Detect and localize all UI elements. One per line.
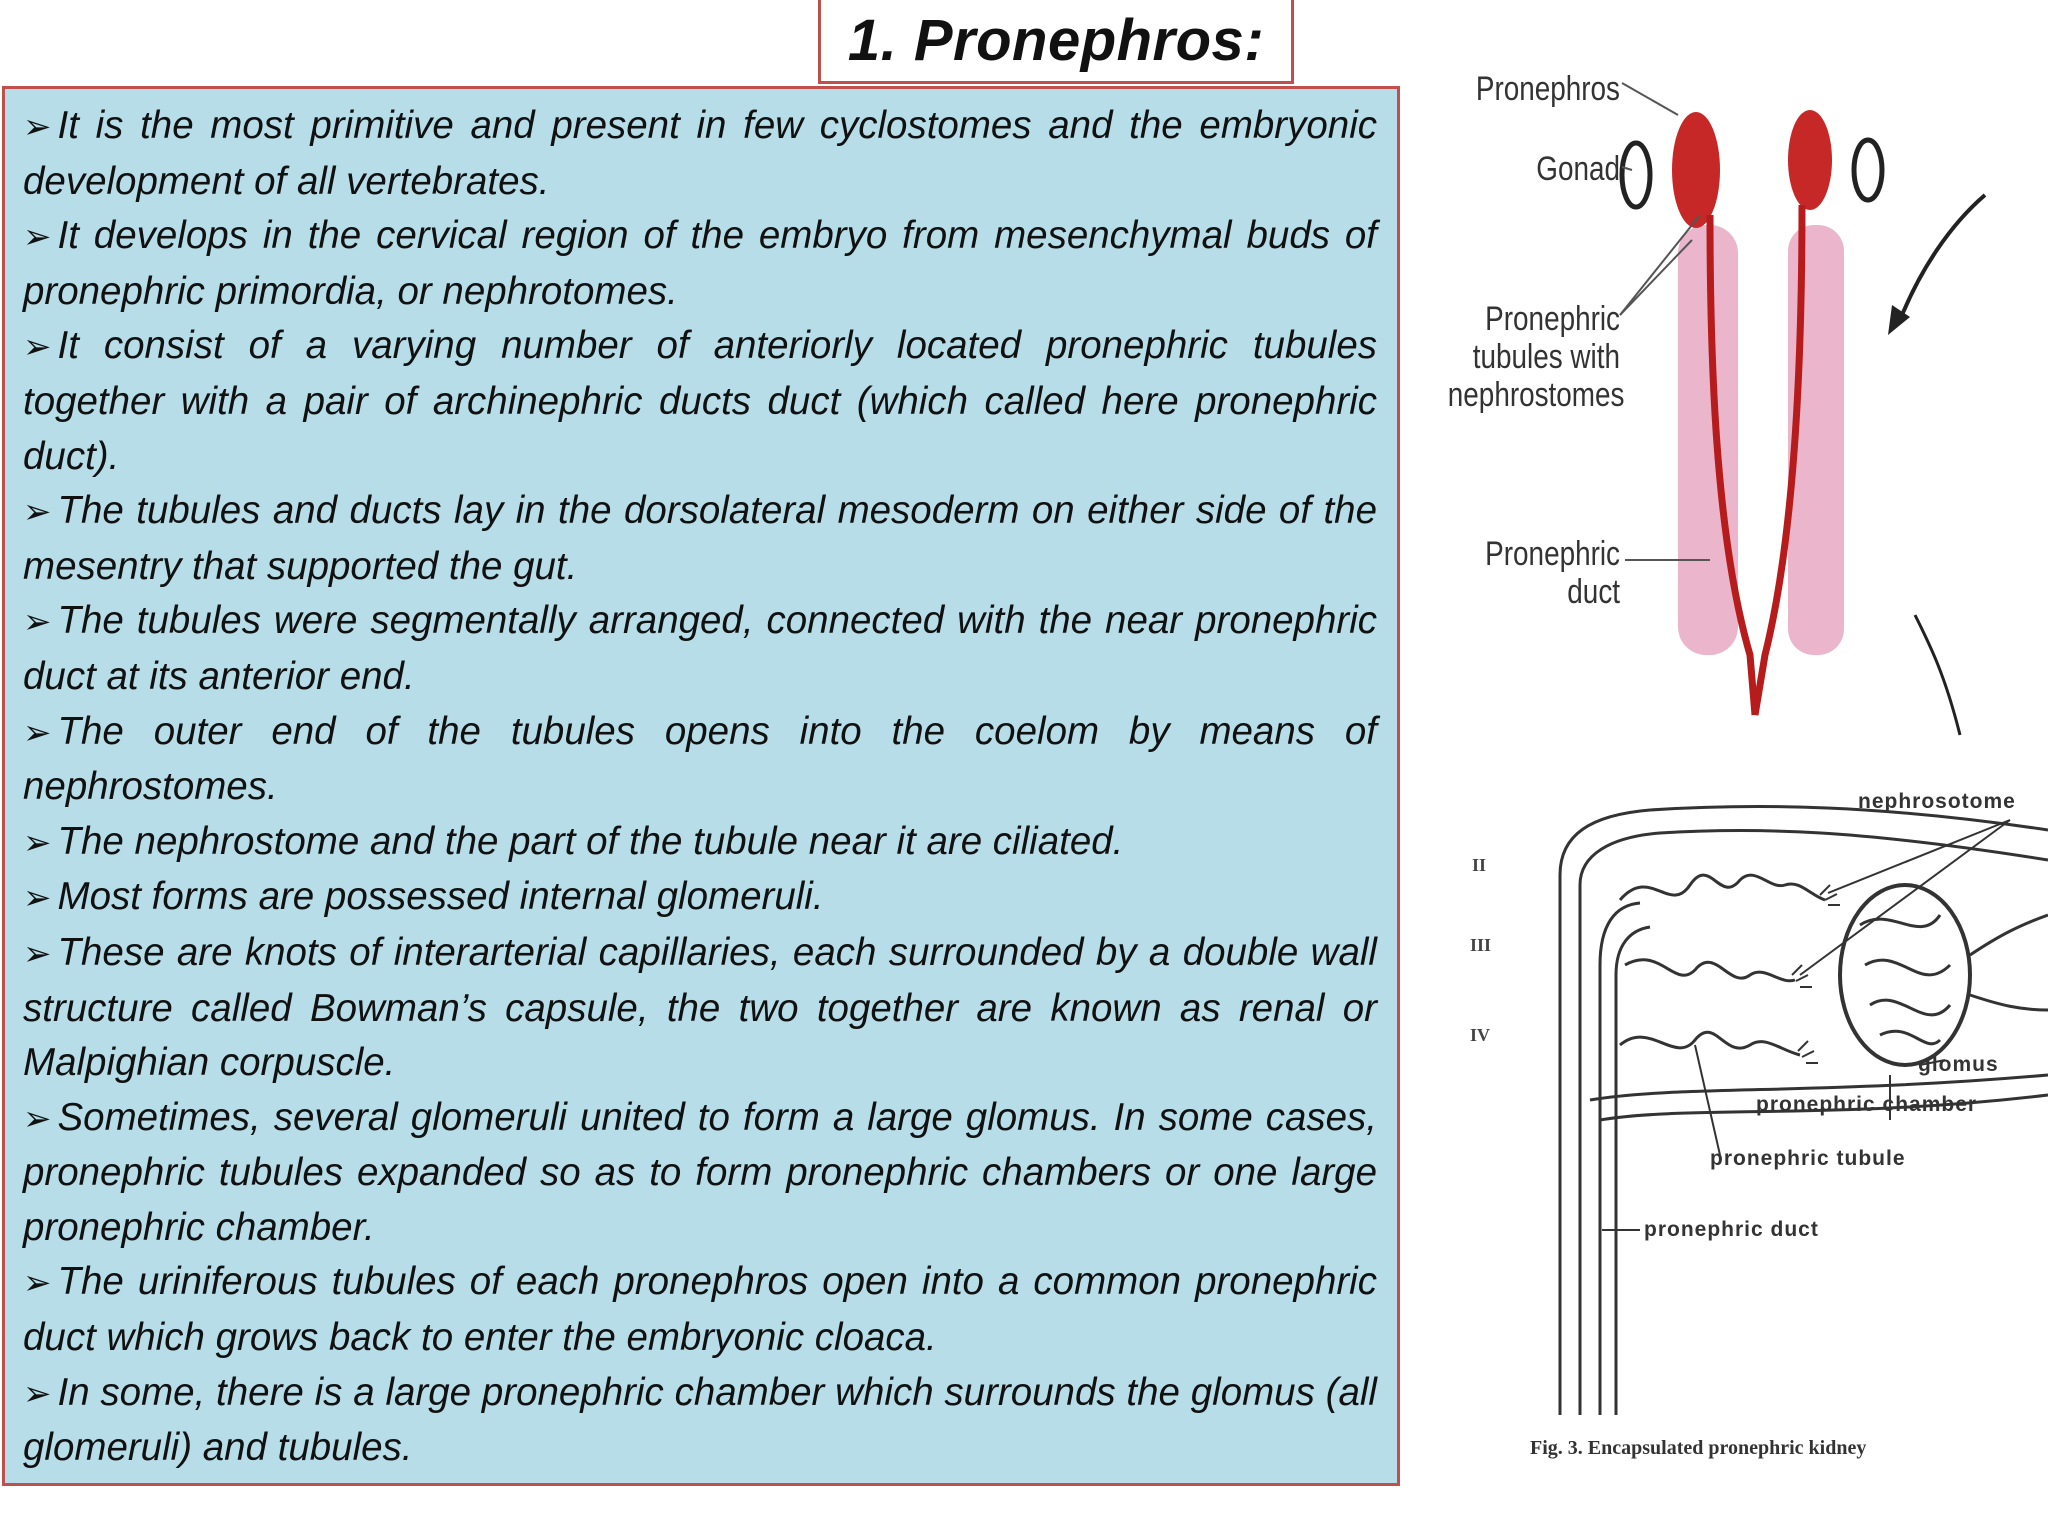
- segment-label: II: [1472, 855, 1487, 875]
- right-gonad: [1854, 140, 1882, 200]
- encapsulated-kidney-figure: [1420, 775, 2048, 1475]
- label-tubules-3: nephrostomes: [1447, 376, 1625, 414]
- bullet-arrow-icon: ➢: [23, 823, 52, 862]
- label-gonad: Gonad: [1536, 150, 1620, 188]
- bullet-item: ➢ Most forms are possessed internal glomeruli.: [23, 875, 824, 919]
- bullet-arrow-icon: ➢: [23, 1374, 52, 1413]
- label-tubules-2: tubules with: [1472, 338, 1620, 376]
- bullet-arrow-icon: ➢: [23, 493, 52, 532]
- segment-label: IV: [1470, 1025, 1491, 1045]
- label-nephrostome: nephrosotome: [1858, 790, 2016, 813]
- bullet-arrow-icon: ➢: [23, 603, 52, 642]
- bullet-item: ➢ It is the most primitive and present in few cyclostomes and the embryonic development of all vertebrates.: [23, 104, 1377, 203]
- bullet-item: ➢ It consist of a varying number of anteriorly located pronephric tubules together with a pair of archinephric ducts duct (which called here pronephric duct).: [23, 324, 1377, 478]
- bullet-arrow-icon: ➢: [23, 1099, 52, 1138]
- bullet-arrow-icon: ➢: [23, 879, 52, 918]
- bullet-item: ➢ The outer end of the tubules opens into the coelom by means of nephrostomes.: [23, 709, 1377, 809]
- label-tubules-1: Pronephric: [1485, 300, 1620, 338]
- right-pronephros: [1788, 110, 1832, 210]
- pronephric-duct-line-inner: [1616, 927, 1650, 1415]
- tubule-3: [1620, 1032, 1800, 1055]
- bullet-arrow-icon: ➢: [23, 108, 52, 146]
- label-duct-1: Pronephric: [1485, 535, 1620, 573]
- label-pronephric-chamber: pronephric chamber: [1756, 1093, 1978, 1116]
- bullet-item: ➢ It develops in the cervical region of the embryo from mesenchymal buds of pronephric primordia, or nephrotomes.: [23, 214, 1377, 313]
- pronephros-figure: [1410, 55, 2030, 755]
- label-pronephric-duct: pronephric duct: [1644, 1218, 1819, 1241]
- left-gonad: [1622, 143, 1650, 207]
- bullet-item: ➢ In some, there is a large pronephric chamber which surrounds the glomus (all glomeruli) and tubules.: [23, 1370, 1377, 1470]
- left-pronephros: [1672, 112, 1720, 228]
- title-box: [818, 0, 1294, 84]
- label-pronephric-tubule: pronephric tubule: [1710, 1147, 1906, 1170]
- label-pronephros: Pronephros: [1475, 70, 1620, 108]
- encapsulated-kidney-diagram: [1420, 775, 2048, 1475]
- bullet-arrow-icon: ➢: [23, 934, 52, 973]
- bullet-panel: [2, 86, 1400, 1486]
- bullet-item: ➢ The nephrostome and the part of the tubule near it are ciliated.: [23, 819, 1124, 863]
- label-glomus: glomus: [1918, 1053, 1999, 1076]
- bullet-arrow-icon: ➢: [23, 218, 52, 257]
- bullet-item: ➢ The tubules were segmentally arranged, connected with the near pronephric duct at its anterior end.: [23, 599, 1377, 698]
- pronephric-duct-line: [1600, 903, 1640, 1415]
- page-title: 1. Pronephros:: [847, 8, 1265, 73]
- segment-label: III: [1470, 935, 1492, 955]
- label-duct-2: duct: [1567, 573, 1620, 611]
- tubule-2: [1625, 960, 1795, 981]
- glomus-outline: [1840, 885, 1970, 1065]
- bullet-item: ➢ The uriniferous tubules of each pronephros open into a common pronephric duct which grows back to enter the embryonic cloaca.: [23, 1260, 1377, 1360]
- bullet-item: ➢ The tubules and ducts lay in the dorsolateral mesoderm on either side of the mesentry that supported the gut.: [23, 489, 1377, 588]
- inner-chamber-wall: [1580, 830, 2048, 1415]
- bullet-arrow-icon: ➢: [23, 1264, 52, 1303]
- bullet-item: ➢ Sometimes, several glomeruli united to form a large glomus. In some cases, pronephric tubules expanded so as to form pronephric chambers or one large pronephric chamber.: [23, 1095, 1377, 1249]
- figure-caption: Fig. 3. Encapsulated pronephric kidney: [1530, 1437, 1867, 1459]
- bullet-arrow-icon: ➢: [23, 328, 52, 367]
- tubule-1: [1620, 875, 1825, 900]
- bullet-arrow-icon: ➢: [23, 713, 52, 752]
- bullet-item: ➢ These are knots of interarterial capillaries, each surrounded by a double wall structure called Bowman’s capsule, the two together are known as renal or Malpighian corpuscle.: [23, 930, 1377, 1085]
